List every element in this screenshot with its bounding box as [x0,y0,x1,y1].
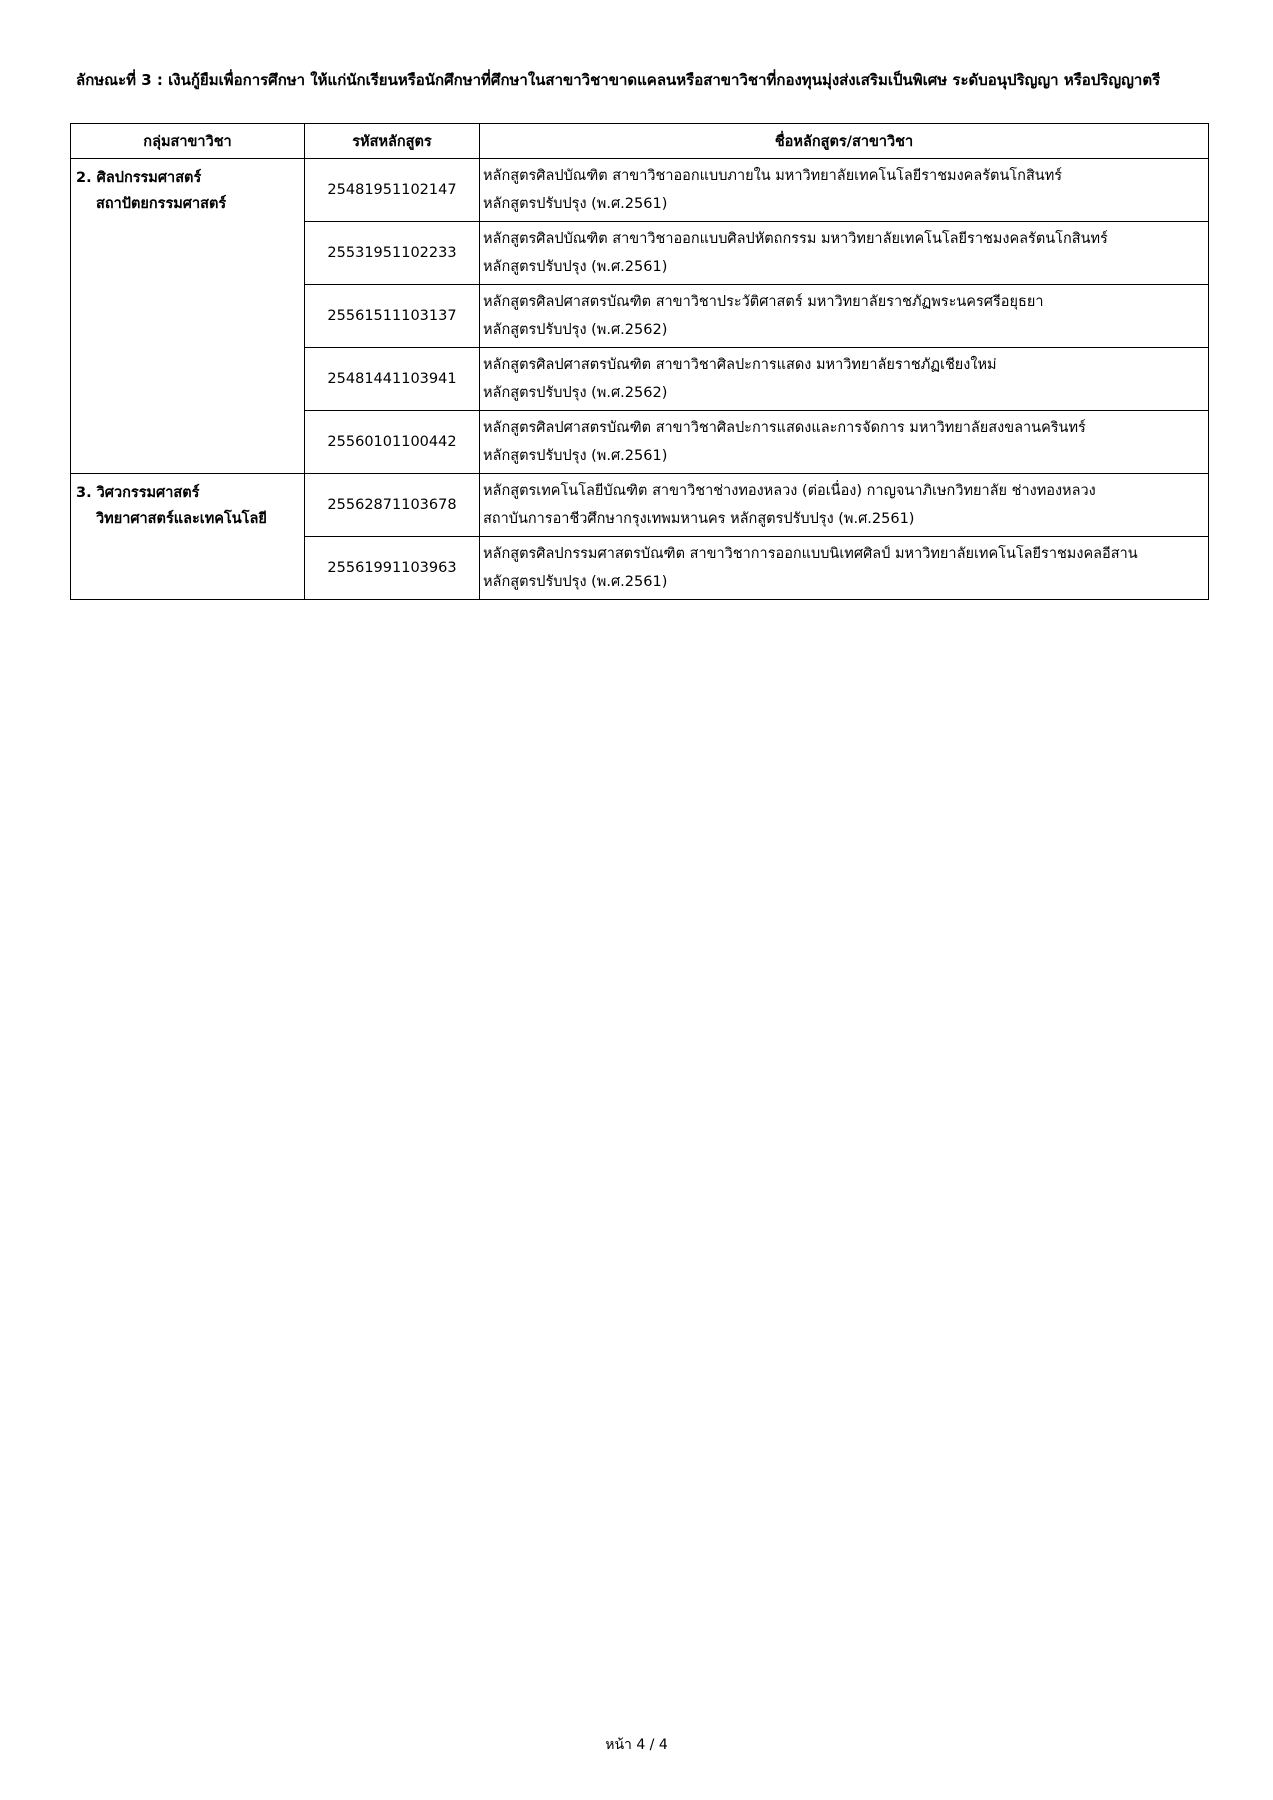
curriculum-name-line1: หลักสูตรศิลปบัณฑิต สาขาวิชาออกแบบภายใน มหาวิทยาลัยเทคโนโลยีราชมงคลรัตนโกสินทร์ [483,168,1063,184]
curriculum-code: 25561511103137 [305,285,480,348]
curriculum-name [480,537,1209,600]
group-title: 3. วิศวกรรมศาสตร์ [76,485,200,501]
curriculum-name-line1: หลักสูตรศิลปบัณฑิต สาขาวิชาออกแบบศิลปหัตถกรรม มหาวิทยาลัยเทคโนโลยีราชมงคลรัตนโกสินทร์ [483,231,1108,247]
group-cell [71,474,305,600]
curriculum-name-line2: หลักสูตรปรับปรุง (พ.ศ.2561) [483,196,668,212]
group-subtitle: สถาปัตยกรรมศาสตร์ [96,196,227,212]
curriculum-name-line2: หลักสูตรปรับปรุง (พ.ศ.2562) [483,385,668,401]
curriculum-name-line2: หลักสูตรปรับปรุง (พ.ศ.2561) [483,259,668,275]
curriculum-name-line2: หลักสูตรปรับปรุง (พ.ศ.2561) [483,574,668,590]
curriculum-name-line1: หลักสูตรศิลปกรรมศาสตรบัณฑิต สาขาวิชาการออกแบบนิเทศศิลป์ มหาวิทยาลัยเทคโนโลยีราชมงคลอีสาน [483,546,1138,562]
column-header-code: รหัสหลักสูตร [305,124,480,159]
page-number: หน้า 4 / 4 [605,1737,668,1753]
curriculum-name [480,159,1209,222]
curriculum-name-line2: สถาบันการอาชีวศึกษากรุงเทพมหานคร หลักสูตรปรับปรุง (พ.ศ.2561) [483,511,915,527]
curriculum-name-line2: หลักสูตรปรับปรุง (พ.ศ.2561) [483,448,668,464]
group-title: 2. ศิลปกรรมศาสตร์ [76,170,202,186]
curriculum-name-line1: หลักสูตรศิลปศาสตรบัณฑิต สาขาวิชาประวัติศาสตร์ มหาวิทยาลัยราชภัฏพระนครศรีอยุธยา [483,294,1044,310]
group-cell [71,159,305,474]
table-row [71,474,1209,537]
table-row [71,159,1209,222]
table-header-row [71,124,1209,159]
curriculum-name [480,348,1209,411]
curriculum-name [480,474,1209,537]
column-header-group: กลุ่มสาขาวิชา [71,124,305,159]
curriculum-code: 25560101100442 [305,411,480,474]
page-heading: ลักษณะที่ 3 : เงินกู้ยืมเพื่อการศึกษา ให้แก่นักเรียนหรือนักศึกษาที่ศึกษาในสาขาวิชาขาดแคลนหรือสาขาวิชาที่กองทุนมุ่งส่งเสริมเป็นพิเศษ ระดับอนุปริญญา หรือปริญญาตรี [76,71,1161,89]
curriculum-name-line1: หลักสูตรเทคโนโลยีบัณฑิต สาขาวิชาช่างทองหลวง (ต่อเนื่อง) กาญจนาภิเษกวิทยาลัย ช่างทองหลวง [483,483,1096,499]
curriculum-name-line2: หลักสูตรปรับปรุง (พ.ศ.2562) [483,322,668,338]
curriculum-code: 25481441103941 [305,348,480,411]
curriculum-code: 25561991103963 [305,537,480,600]
column-header-name: ชื่อหลักสูตร/สาขาวิชา [480,124,1209,159]
curriculum-code: 25562871103678 [305,474,480,537]
curriculum-name [480,285,1209,348]
curriculum-name [480,411,1209,474]
curriculum-code: 25481951102147 [305,159,480,222]
curriculum-table [70,123,1209,600]
curriculum-code: 25531951102233 [305,222,480,285]
curriculum-name-line1: หลักสูตรศิลปศาสตรบัณฑิต สาขาวิชาศิลปะการแสดงและการจัดการ มหาวิทยาลัยสงขลานครินทร์ [483,420,1086,436]
group-subtitle: วิทยาศาสตร์และเทคโนโลยี [96,511,267,527]
curriculum-name [480,222,1209,285]
curriculum-name-line1: หลักสูตรศิลปศาสตรบัณฑิต สาขาวิชาศิลปะการแสดง มหาวิทยาลัยราชภัฏเชียงใหม่ [483,357,997,373]
